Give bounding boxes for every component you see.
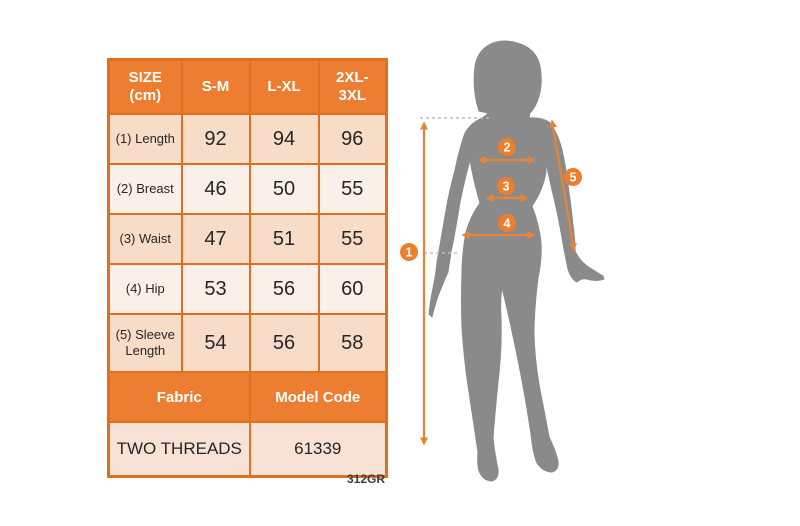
size-table bbox=[107, 58, 388, 478]
row-label: (4) Hip bbox=[109, 264, 182, 314]
row-label: (3) Waist bbox=[109, 214, 182, 264]
model-code-value: 61339 bbox=[250, 422, 387, 477]
table-row-hip bbox=[109, 264, 387, 314]
cell-value: 55 bbox=[319, 214, 387, 264]
column-header-lxl: L-XL bbox=[250, 60, 319, 115]
cell-value: 47 bbox=[182, 214, 250, 264]
cell-value: 92 bbox=[182, 114, 250, 164]
female-silhouette bbox=[429, 41, 604, 481]
row-label: (5) Sleeve Length bbox=[109, 314, 182, 372]
fabric-value: TWO THREADS bbox=[109, 422, 250, 477]
column-header-2xl3xl: 2XL-3XL bbox=[319, 60, 387, 115]
fabric-header-row bbox=[109, 372, 387, 422]
cell-value: 51 bbox=[250, 214, 319, 264]
table-row-breast bbox=[109, 164, 387, 214]
style-code-footnote: 312GR bbox=[346, 472, 385, 486]
marker-number: 4 bbox=[503, 216, 511, 231]
row-label: (2) Breast bbox=[109, 164, 182, 214]
cell-value: 56 bbox=[250, 264, 319, 314]
row-label: (1) Length bbox=[109, 114, 182, 164]
cell-value: 55 bbox=[319, 164, 387, 214]
table-row-sleeve-length bbox=[109, 314, 387, 372]
marker-4-badge bbox=[498, 214, 516, 232]
model-code-header: Model Code bbox=[250, 372, 387, 422]
marker-number: 5 bbox=[569, 170, 577, 185]
table-row-length bbox=[109, 114, 387, 164]
cell-value: 94 bbox=[250, 114, 319, 164]
cell-value: 60 bbox=[319, 264, 387, 314]
cell-value: 96 bbox=[319, 114, 387, 164]
marker-number: 2 bbox=[503, 140, 511, 155]
cell-value: 46 bbox=[182, 164, 250, 214]
cell-value: 54 bbox=[182, 314, 250, 372]
measurement-figure bbox=[400, 20, 630, 510]
cell-value: 50 bbox=[250, 164, 319, 214]
column-header-sm: S-M bbox=[182, 60, 250, 115]
cell-value: 58 bbox=[319, 314, 387, 372]
fabric-header: Fabric bbox=[109, 372, 250, 422]
size-cm-header: SIZE (cm) bbox=[109, 60, 182, 115]
marker-2-badge bbox=[498, 138, 516, 156]
cell-value: 56 bbox=[250, 314, 319, 372]
marker-5-badge bbox=[564, 168, 582, 186]
marker-1-badge bbox=[400, 243, 418, 261]
cell-value: 53 bbox=[182, 264, 250, 314]
marker-3-badge bbox=[497, 177, 515, 195]
marker-number: 3 bbox=[502, 179, 510, 194]
table-row-waist bbox=[109, 214, 387, 264]
size-table-header-row bbox=[109, 60, 387, 115]
fabric-data-row bbox=[109, 422, 387, 477]
marker-number: 1 bbox=[405, 245, 413, 260]
